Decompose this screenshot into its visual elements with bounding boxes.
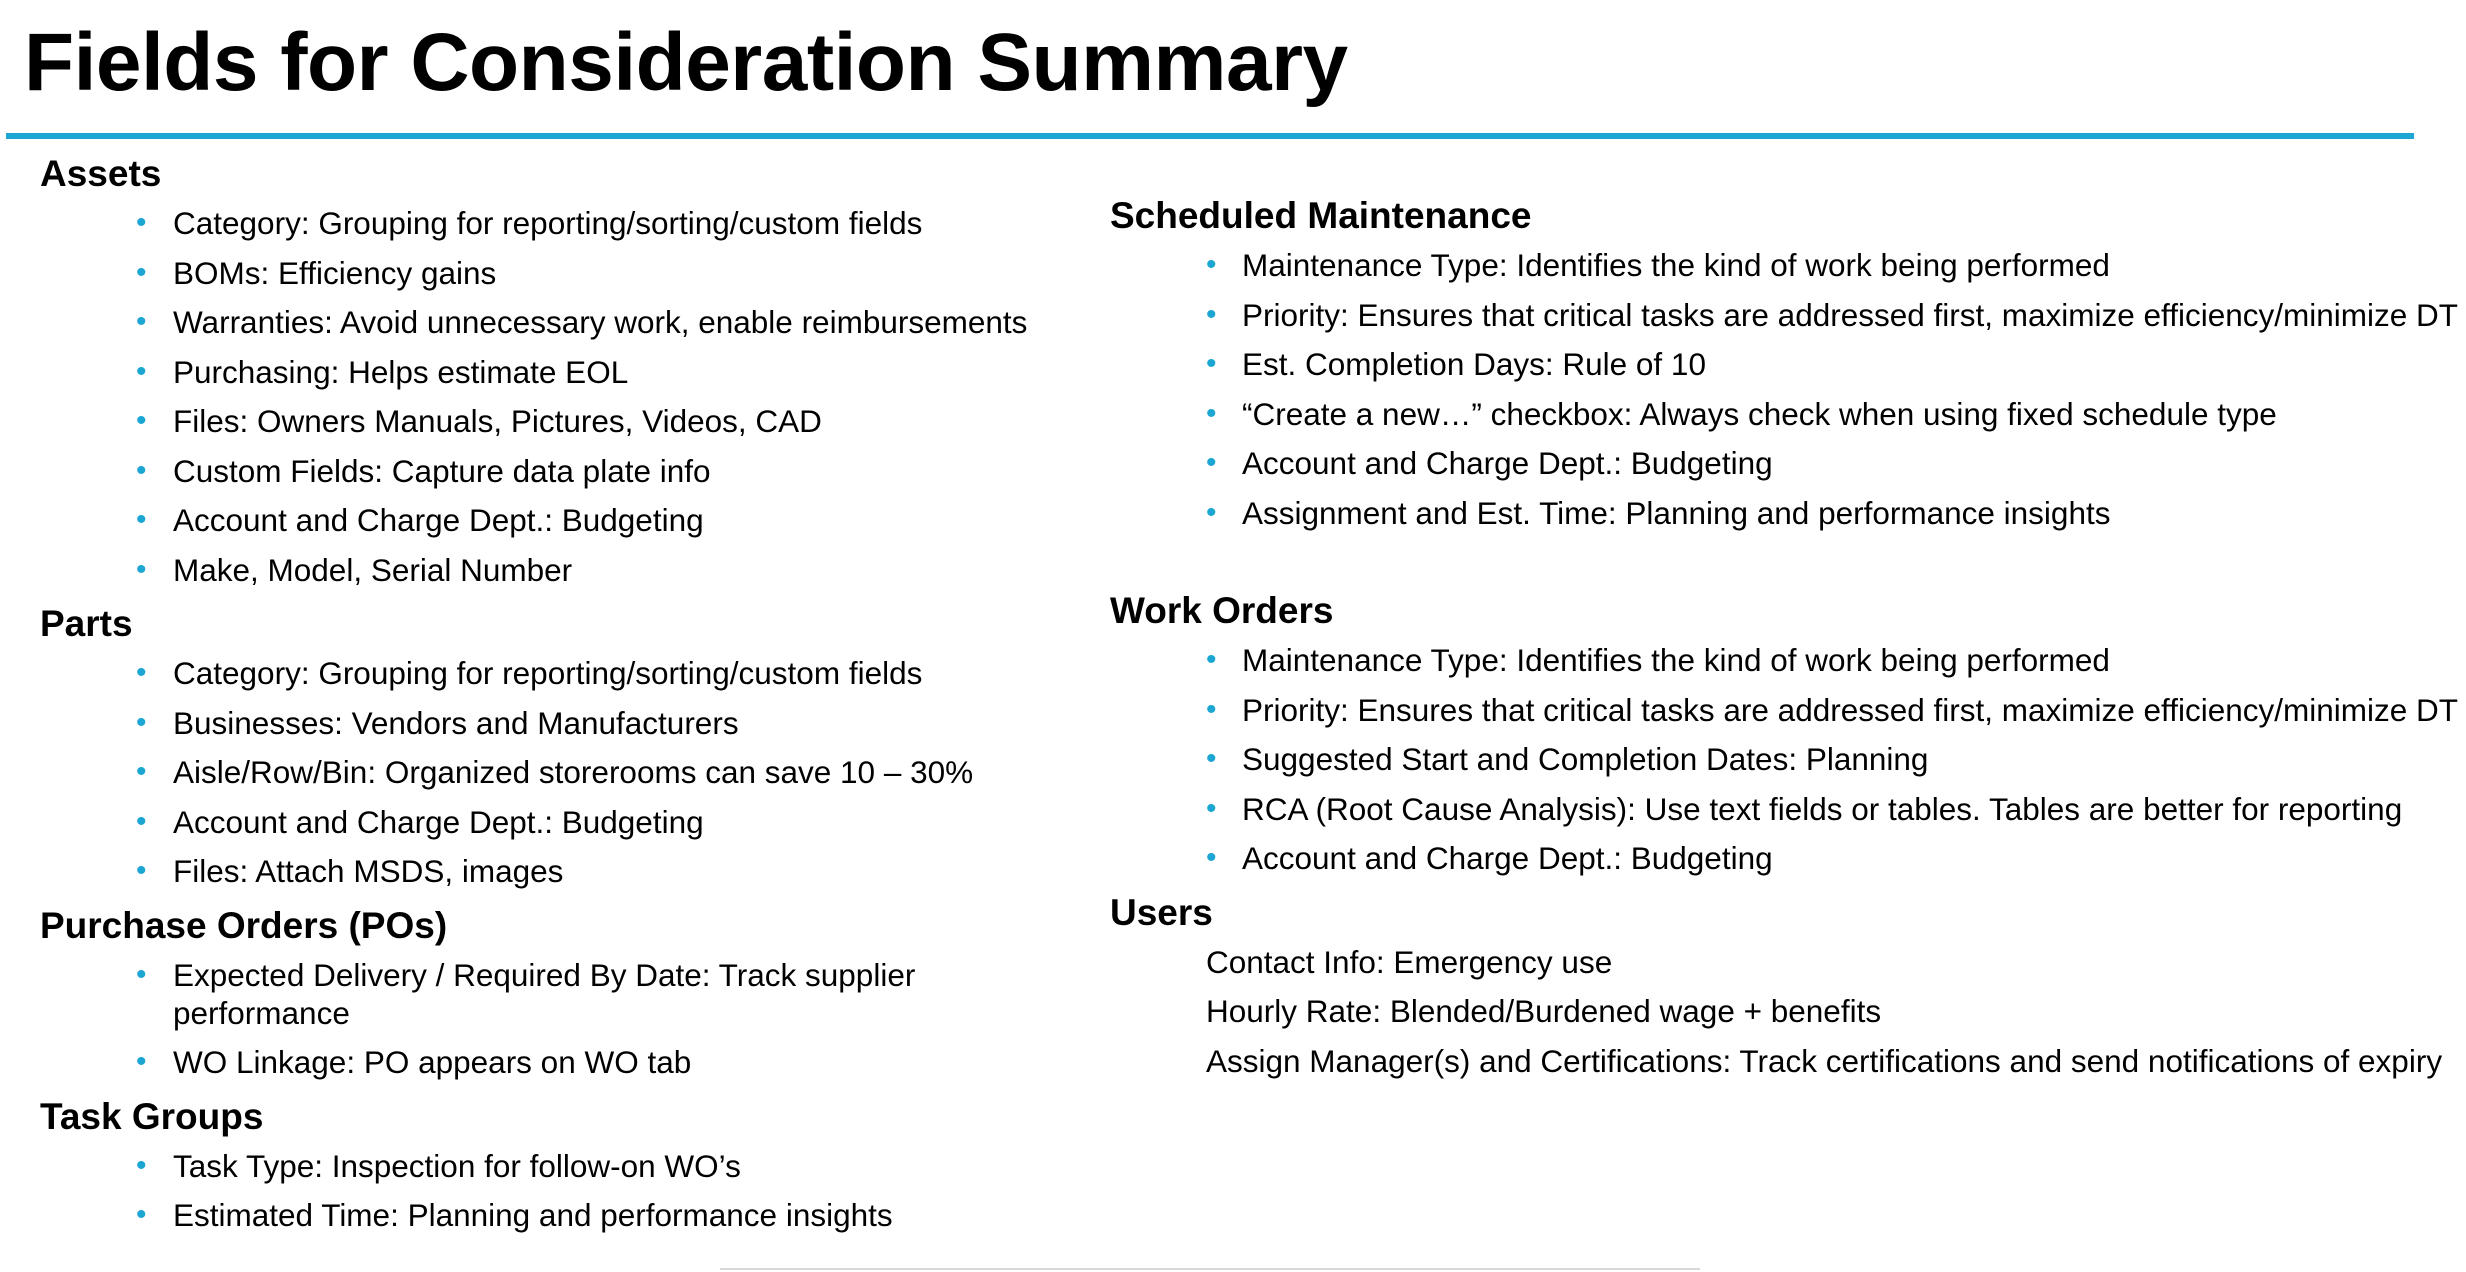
list-item: • Maintenance Type: Identifies the kind of work being performed: [1110, 246, 2460, 284]
list-item: • WO Linkage: PO appears on WO tab: [40, 1043, 1070, 1081]
list-item: • Category: Grouping for reporting/sorting/custom fields: [40, 654, 1070, 692]
list-item: Assign Manager(s) and Certifications: Track certifications and send notifications of expiry: [1206, 1042, 2443, 1079]
page-title: Fields for Consideration Summary: [24, 17, 1348, 108]
list-item: • Businesses: Vendors and Manufacturers: [40, 704, 1070, 742]
list-item: • Purchasing: Helps estimate EOL: [40, 353, 1070, 391]
purchase-orders-list: [40, 956, 1070, 1082]
list-item: • RCA (Root Cause Analysis): Use text fields or tables. Tables are better for reporting: [1110, 790, 2460, 828]
scheduled-maintenance-list: [1110, 246, 2460, 532]
list-item: • Files: Attach MSDS, images: [40, 852, 1070, 890]
list-item: • Suggested Start and Completion Dates: Planning: [1110, 740, 2460, 778]
section-work-orders: [1110, 587, 2460, 877]
list-item: Contact Info: Emergency use: [1206, 943, 1613, 980]
left-column: [40, 150, 1070, 1246]
list-item: • Warranties: Avoid unnecessary work, enable reimbursements: [40, 303, 1070, 341]
list-item: • Expected Delivery / Required By Date: Track supplier performance: [40, 956, 953, 1032]
list-item: • Assignment and Est. Time: Planning and performance insights: [1110, 494, 2460, 532]
list-item: • Files: Owners Manuals, Pictures, Videos, CAD: [40, 402, 1070, 440]
list-item: • Account and Charge Dept.: Budgeting: [1110, 444, 2460, 482]
section-heading-task-groups: Task Groups: [40, 1095, 264, 1137]
list-item: • “Create a new…” checkbox: Always check when using fixed schedule type: [1110, 395, 2460, 433]
section-task-groups: [40, 1093, 1070, 1235]
section-heading-scheduled-maintenance: Scheduled Maintenance: [1110, 195, 1532, 236]
section-heading-parts: Parts: [40, 603, 133, 644]
list-item: • BOMs: Efficiency gains: [40, 254, 1070, 292]
list-item: Hourly Rate: Blended/Burdened wage + benefits: [1206, 993, 1882, 1029]
list-item: • Custom Fields: Capture data plate info: [40, 452, 1070, 490]
list-item: • Priority: Ensures that critical tasks are addressed first, maximize efficiency/minimize DT: [1110, 296, 2460, 334]
section-heading-work-orders: Work Orders: [1110, 590, 1334, 631]
section-scheduled-maintenance: [1110, 192, 2460, 532]
list-item: • Account and Charge Dept.: Budgeting: [40, 803, 1070, 841]
list-item: • Estimated Time: Planning and performance insights: [40, 1196, 1070, 1234]
section-parts: [40, 600, 1070, 890]
list-item: • Priority: Ensures that critical tasks are addressed first, maximize efficiency/minimize DT: [1110, 691, 2460, 729]
section-heading-purchase-orders: Purchase Orders (POs): [40, 904, 448, 946]
section-assets: [40, 150, 1070, 589]
right-column: [1110, 192, 2460, 1091]
users-list: [1110, 943, 2460, 1080]
task-groups-list: [40, 1147, 1070, 1235]
list-item: • Account and Charge Dept.: Budgeting: [40, 501, 1070, 539]
list-item: • Est. Completion Days: Rule of 10: [1110, 345, 2460, 383]
bottom-edge-line: [720, 1268, 1700, 1270]
list-item: • Make, Model, Serial Number: [40, 551, 1070, 589]
list-item: • Task Type: Inspection for follow-on WO’s: [40, 1147, 1070, 1185]
list-item: • Maintenance Type: Identifies the kind of work being performed: [1110, 641, 2460, 679]
section-heading-users: Users: [1110, 891, 1213, 933]
list-item: • Account and Charge Dept.: Budgeting: [1110, 839, 2460, 877]
section-purchase-orders: [40, 902, 1070, 1082]
assets-list: [40, 204, 1070, 589]
work-orders-list: [1110, 641, 2460, 877]
section-users: [1110, 889, 2460, 1080]
section-heading-assets: Assets: [40, 153, 162, 194]
section-spacer: [1110, 543, 2460, 587]
parts-list: [40, 654, 1070, 890]
list-item: • Aisle/Row/Bin: Organized storerooms can save 10 – 30%: [40, 753, 1070, 791]
list-item: • Category: Grouping for reporting/sorting/custom fields: [40, 204, 1070, 242]
title-divider: [6, 133, 2414, 139]
